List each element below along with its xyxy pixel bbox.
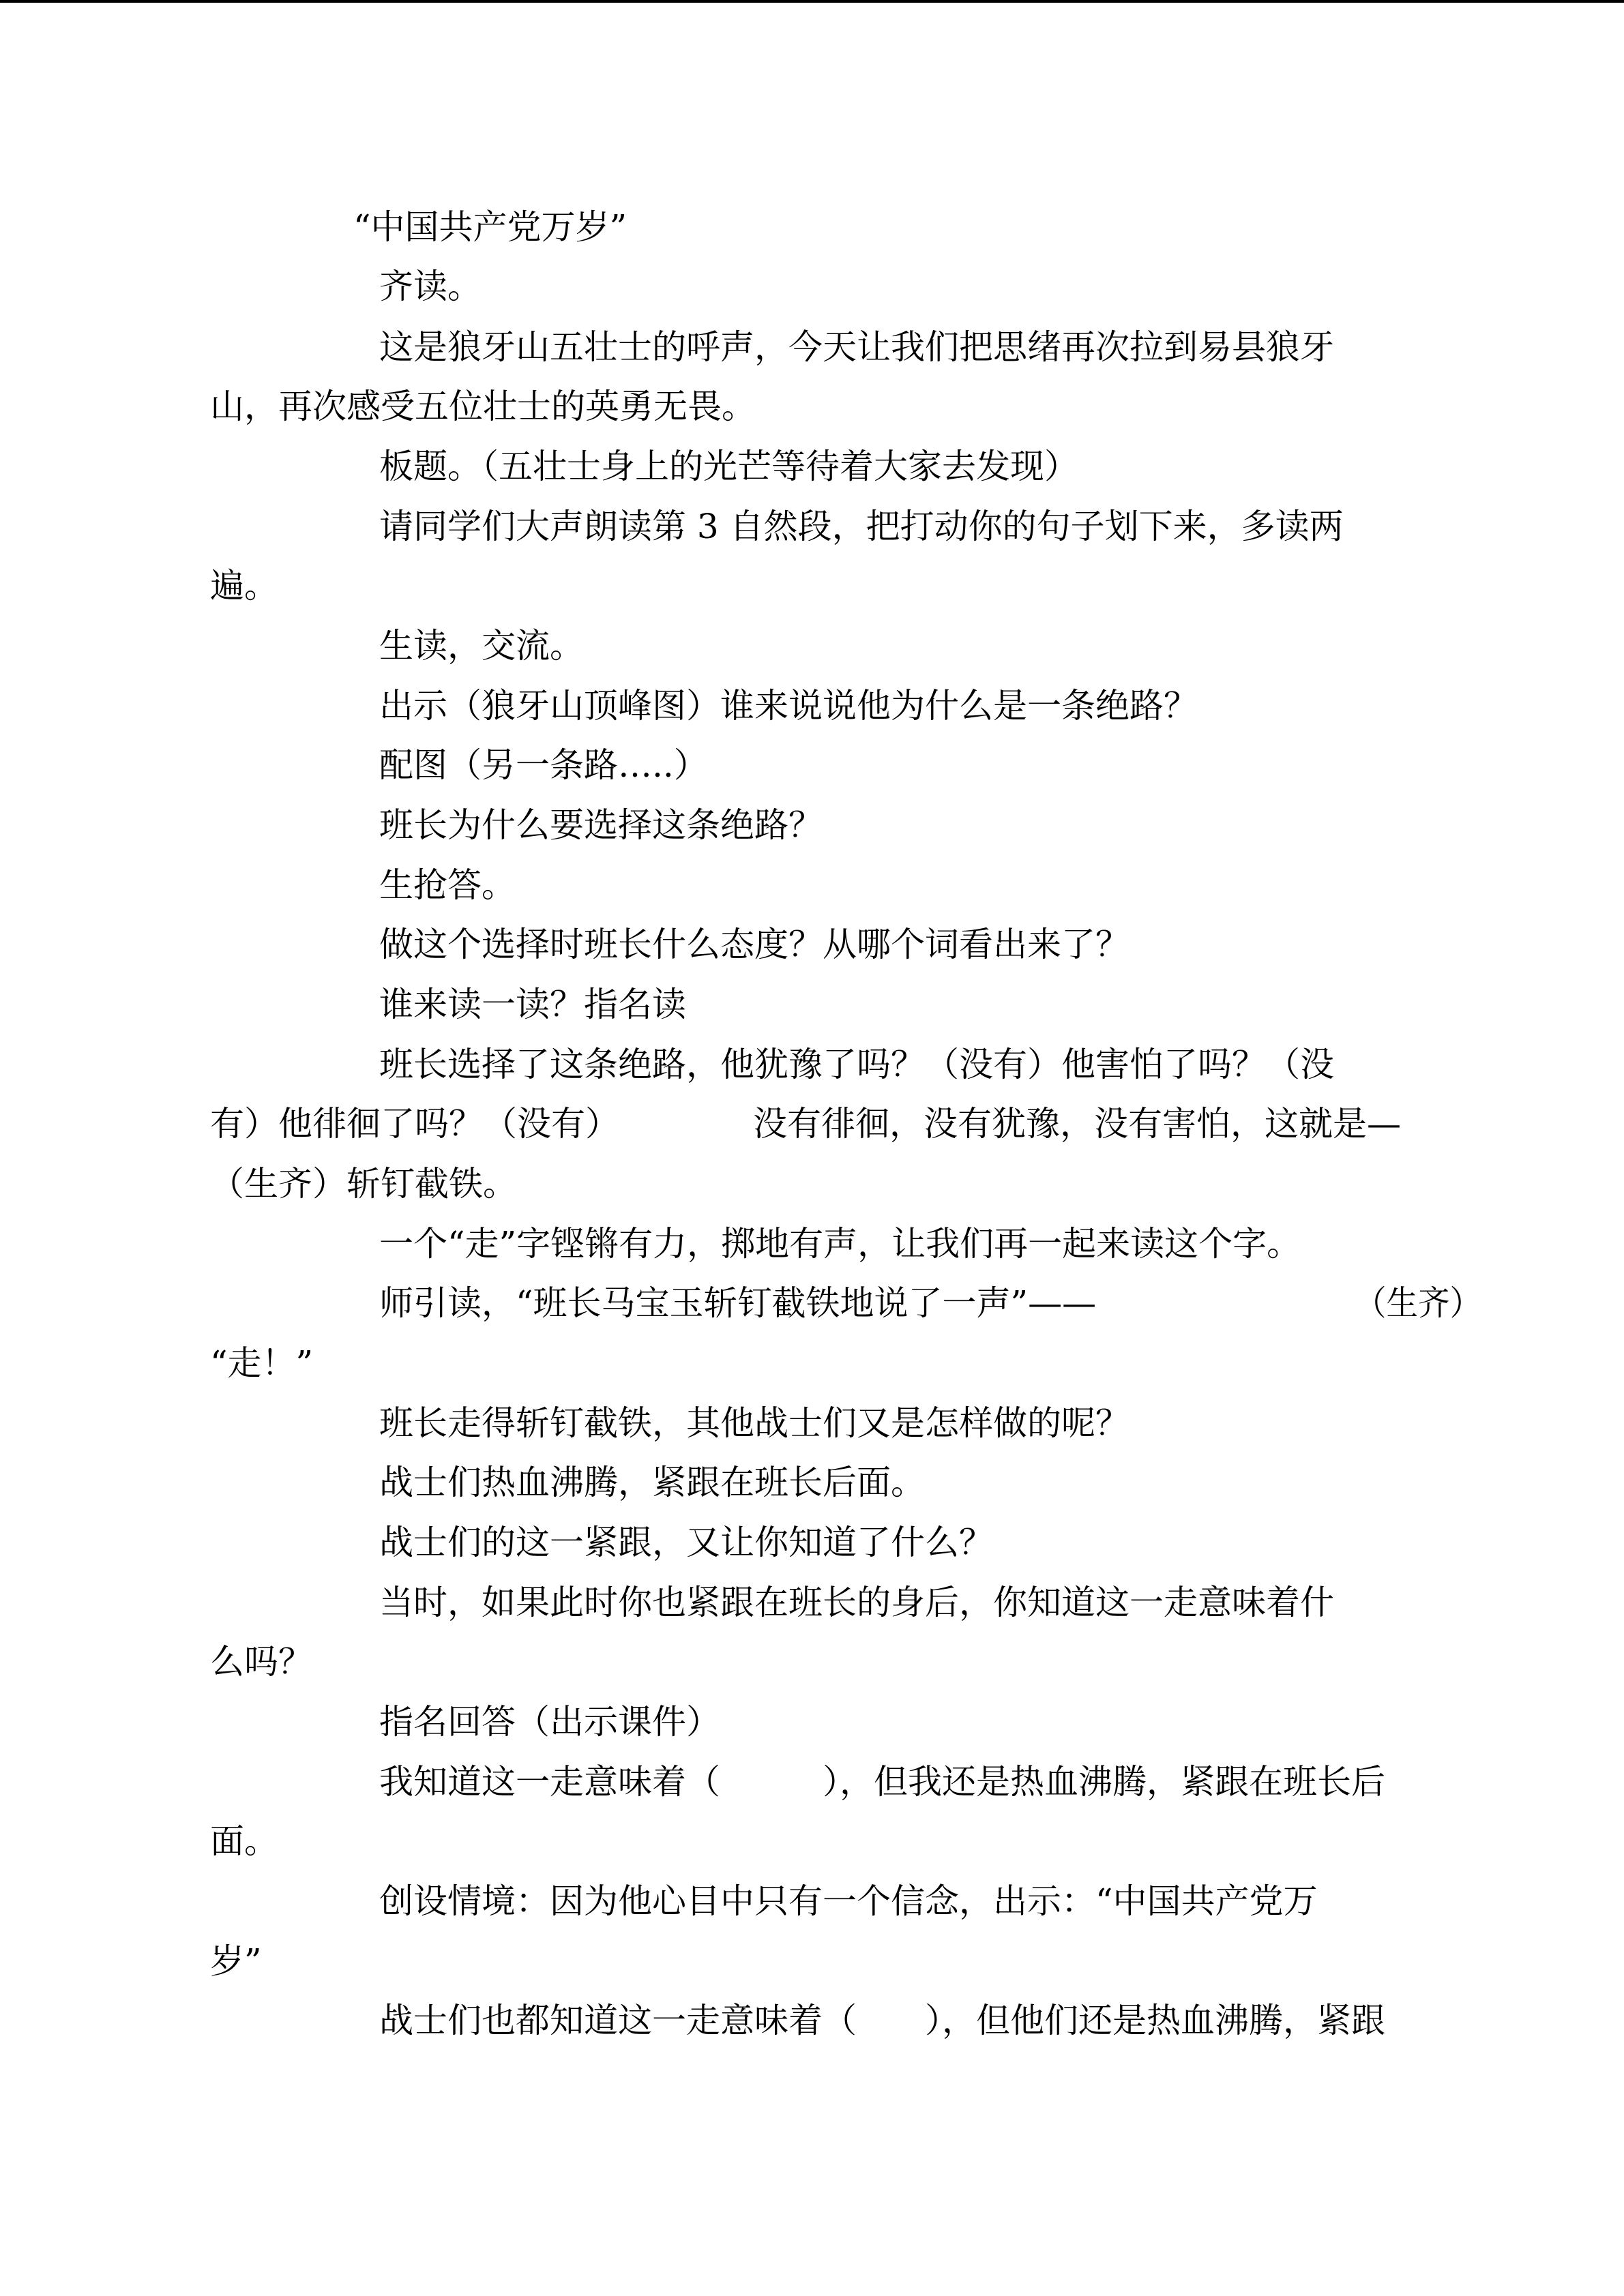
paragraph-line: 么吗？ [210, 1642, 312, 1682]
paragraph-line: 创设情境：因为他心目中只有一个信念，出示：“中国共产党万 [379, 1881, 1318, 1921]
paragraph-line: “走！” [210, 1343, 314, 1383]
paragraph-line: 齐读。 [379, 267, 482, 306]
paragraph-line: 当时，如果此时你也紧跟在班长的身后，你知道这一走意味着什 [379, 1583, 1334, 1622]
paragraph-line: 这是狼牙山五壮士的呼声，今天让我们把思绪再次拉到易县狼牙 [379, 327, 1334, 367]
paragraph-line: 战士们的这一紧跟，又让你知道了什么？ [379, 1523, 993, 1562]
paragraph-line: 指名回答（出示课件） [379, 1702, 720, 1742]
paragraph-line: 谁来读一读？指名读 [379, 985, 686, 1024]
paragraph-line: 面。 [210, 1821, 278, 1861]
paragraph-line: 我知道这一走意味着（ ），但我还是热血沸腾，紧跟在班长后 [379, 1762, 1385, 1802]
paragraph-line: 战士们热血沸腾，紧跟在班长后面。 [379, 1463, 925, 1502]
paragraph-line: 一个“走”字铿锵有力，掷地有声，让我们再一起来读这个字。 [379, 1224, 1301, 1264]
paragraph-line: “中国共产党万岁” [353, 207, 628, 247]
paragraph-line: 请同学们大声朗读第 3 自然段，把打动你的句子划下来，多读两 [379, 507, 1344, 546]
paragraph-line: 遍。 [210, 566, 278, 606]
paragraph-line: （生齐）斩钉截铁。 [210, 1164, 517, 1204]
paragraph-line: 岁” [210, 1941, 262, 1981]
paragraph-line: 生读，交流。 [379, 626, 584, 666]
paragraph-line: （生齐） [1355, 1283, 1481, 1323]
paragraph-line: 配图（另一条路…..） [379, 745, 708, 785]
paragraph-line: 班长走得斩钉截铁，其他战士们又是怎样做的呢？ [379, 1403, 1130, 1443]
paragraph-line: 班长选择了这条绝路，他犹豫了吗？（没有）他害怕了吗？（没 [379, 1045, 1334, 1084]
paragraph-line: 板题。（五壮士身上的光芒等待着大家去发现） [379, 447, 1078, 486]
paragraph-line: 没有徘徊，没有犹豫，没有害怕，这就是— [753, 1104, 1401, 1144]
paragraph-line: 出示（狼牙山顶峰图）谁来说说他为什么是一条绝路？ [379, 686, 1198, 726]
paragraph-line: 生抢答。 [379, 865, 516, 905]
paragraph-line: 有）他徘徊了吗？（没有） [210, 1104, 619, 1144]
paragraph-line: 战士们也都知道这一走意味着（ ），但他们还是热血沸腾，紧跟 [379, 2001, 1385, 2040]
paragraph-line: 做这个选择时班长什么态度？从哪个词看出来了？ [379, 925, 1130, 964]
paragraph-line: 山，再次感受五位壮士的英勇无畏。 [210, 387, 756, 426]
paragraph-line: 班长为什么要选择这条绝路？ [379, 805, 823, 845]
paragraph-line: 师引读，“班长马宝玉斩钉截铁地说了一声”—— [379, 1283, 1097, 1323]
